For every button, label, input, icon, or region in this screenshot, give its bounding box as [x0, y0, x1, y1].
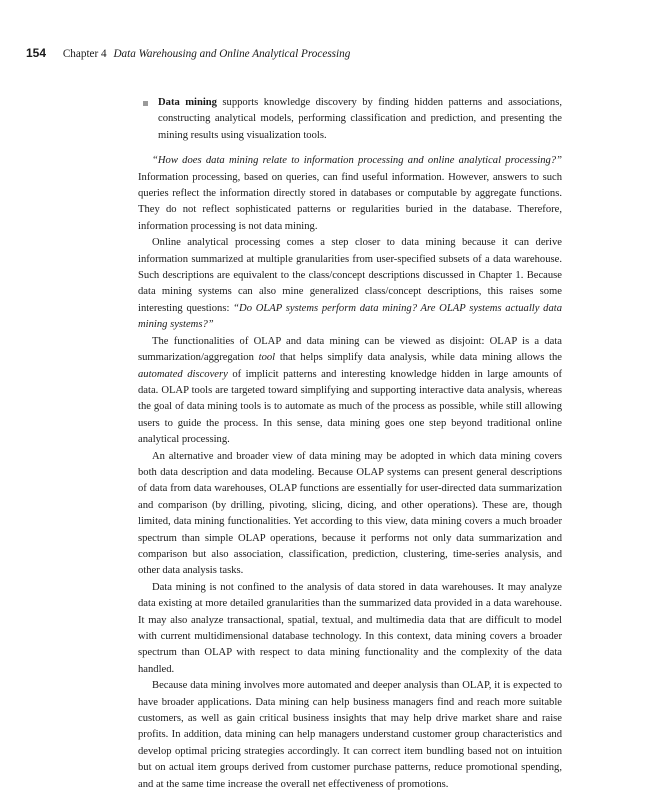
bullet-text: supports knowledge discovery by finding hidden patterns and associations, constructing analytical models, performing classification and prediction, and presenting the mining results using visualization tools.: [158, 97, 562, 141]
paragraph-3-automated: automated discovery: [138, 368, 228, 380]
paragraph-2-text: Online analytical processing comes a step closer to data mining because it can derive information summarized at multiple granularities from user-specified subsets of a data warehouse. Such descriptions are equivalent to the class/concept descriptions discussed in Chapter 1. Because data mining systems can also mine generalized class/concept descriptions, this raises some interesting questions:: [138, 237, 562, 314]
paragraph-4: An alternative and broader view of data mining may be adopted in which data mining covers both data description and data modeling. Because OLAP systems can present general descriptions of data from data warehouses, OLAP functions are essentially for user-directed data summarization and comparison (by drilling, pivoting, slicing, dicing, and other operations). These are, though limited, data mining functionalities. Yet according to this view, data mining covers a much broader spectrum than simple OLAP operations, because it performs not only data summarization and comparison but also association, classification, prediction, clustering, time-series analysis, and other data analysis tasks.: [138, 450, 562, 577]
chapter-title: Data Warehousing and Online Analytical Processing: [113, 48, 351, 60]
paragraph-6: Because data mining involves more automated and deeper analysis than OLAP, it is expected to have broader applications. Data mining can help business managers find and reach more suitable customers, as well as gain critical business insights that may help drive market share and raise profits. In addition, data mining can help managers understand customer group characteristics and develop optimal pricing strategies accordingly. It can correct item bundling based not on intuition but on actual item groups derived from customer purchase patterns, reduce promotional spending, and at the same time increase the overall net effectiveness of promotions.: [138, 680, 562, 790]
running-header: [26, 46, 608, 66]
paragraph-3-tool: tool: [258, 352, 276, 364]
chapter-label: Chapter 4: [62, 48, 107, 60]
paragraph-1: [138, 153, 562, 235]
bullet-term: Data mining: [158, 97, 217, 108]
paragraph-2: [138, 235, 562, 333]
paragraph-3-text-b: that helps simplify data analysis, while data mining allows the: [275, 352, 562, 364]
paragraph-3: [138, 334, 562, 449]
paragraph-2-question: “Do OLAP systems perform data mining? Are OLAP systems actually data mining systems?”: [138, 302, 562, 331]
square-bullet-icon: [143, 101, 148, 106]
paragraph-1-question: “How does data mining relate to information processing and online analytical processing?”: [152, 155, 562, 167]
body-text: [138, 95, 562, 793]
paragraph-3-text-a: The functionalities of OLAP and data mining can be viewed as disjoint: OLAP is a data summarization/aggregation: [138, 335, 562, 364]
paragraph-5: Data mining is not confined to the analysis of data stored in data warehouses. It may analyze data existing at more detailed granularities than the summarized data provided in a data warehouse. It may also analyze transactional, spatial, textual, and multimedia data that are difficult to model with current multidimensional database technology. In this context, data mining covers a broader spectrum than OLAP with respect to data mining functionality and the complexity of the data handled.: [138, 581, 562, 675]
bullet-item-data-mining: [138, 95, 562, 144]
paragraph-3-text-c: of implicit patterns and interesting knowledge hidden in large amounts of data. OLAP tools are targeted toward simplifying and supporting interactive data analysis, whereas the goal of data mining tools is to automate as much of the process as possible, while still allowing users to guide the process. In this sense, data mining goes one step beyond traditional online analytical processing.: [138, 368, 562, 446]
paragraph-1-text: Information processing, based on queries, can find useful information. However, answers to such queries reflect the information directly stored in databases or computable by aggregate functions. They do not reflect sophisticated patterns or regularities buried in the database. Therefore, information processing is not data mining.: [138, 171, 562, 232]
page-number: 154: [26, 46, 47, 60]
